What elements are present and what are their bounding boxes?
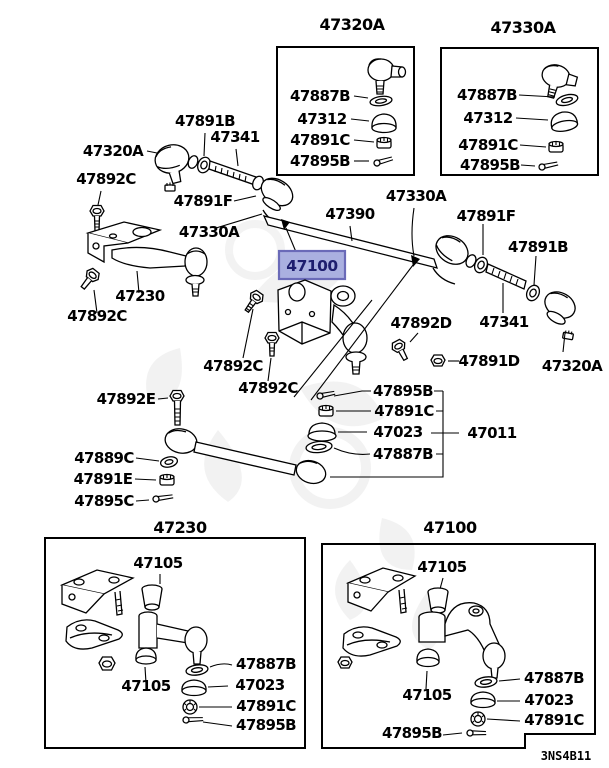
nut-part	[183, 700, 197, 714]
label-br-47891C: 47891C	[524, 711, 584, 729]
label-47895B-kit2: 47895B	[459, 156, 521, 174]
washer-part	[555, 92, 579, 107]
label-dl-47895C: 47895C	[74, 492, 134, 510]
nut-part	[99, 657, 115, 670]
label-rt-47891F: 47891F	[456, 207, 516, 225]
bolt-part	[77, 267, 101, 293]
label-dl-47891C: 47891C	[374, 402, 434, 420]
label-47887B-kit1: 47887B	[289, 87, 351, 105]
dust-cover-part	[549, 110, 578, 133]
label-47895B-kit1: 47895B	[289, 152, 351, 170]
label-bl-47105-top: 47105	[133, 554, 183, 572]
label-dl-47892E: 47892E	[96, 390, 156, 408]
label-47312-kit1: 47312	[297, 110, 347, 128]
washer-part	[160, 455, 179, 468]
label-47891C-kit1: 47891C	[290, 131, 350, 149]
bushing-part	[428, 588, 448, 613]
label-relay-47330A: 47330A	[385, 187, 447, 205]
washer-part	[185, 664, 208, 677]
kit-box-bottom-left-title: 47230	[153, 518, 207, 537]
bolt-part	[265, 333, 279, 357]
label-pit-47892C-b: 47892C	[238, 379, 298, 397]
label-br-47023: 47023	[524, 691, 574, 709]
label-bl-47105-bottom: 47105	[121, 677, 171, 695]
clamp-part	[549, 141, 563, 152]
kit-box-bottom-right	[322, 518, 595, 748]
label-highlight-47100[interactable]: 47100	[286, 257, 338, 275]
bushing-part	[142, 585, 162, 610]
label-relay-47390: 47390	[325, 205, 375, 223]
cotter-pin-part	[183, 715, 204, 724]
bolt-part	[90, 206, 104, 232]
label-bl-47023: 47023	[235, 676, 285, 694]
label-rt-47891B: 47891B	[507, 238, 569, 256]
highlighted-part-number[interactable]	[279, 251, 345, 279]
label-dl-47889C: 47889C	[74, 449, 134, 467]
label-idler-47230: 47230	[115, 287, 165, 305]
label-tl-47891B: 47891B	[174, 112, 236, 130]
dust-cover-part	[372, 114, 396, 133]
label-br-47105-bottom: 47105	[402, 686, 452, 704]
label-br-47895B: 47895B	[381, 724, 443, 742]
label-tl-47341: 47341	[210, 128, 260, 146]
cap-part	[182, 680, 206, 696]
bracket-part	[62, 570, 133, 615]
drag-link-assembly	[74, 382, 517, 510]
label-pit-47892C-a: 47892C	[203, 357, 263, 375]
boot-part	[136, 648, 156, 664]
label-dl-47887B: 47887B	[372, 445, 434, 463]
label-idler-47892C-top: 47892C	[76, 170, 136, 188]
label-rt-47320A: 47320A	[541, 357, 603, 375]
arm-plate-part	[343, 627, 400, 656]
label-dl-47891E: 47891E	[73, 470, 133, 488]
kit-box-bottom-left	[45, 518, 305, 748]
label-rt-47341: 47341	[479, 313, 529, 331]
pitman-arm-part	[331, 286, 367, 374]
castle-nut-part	[160, 474, 174, 485]
label-br-47105-top: 47105	[417, 558, 467, 576]
bolt-part	[390, 338, 412, 363]
label-47887B-kit2: 47887B	[456, 86, 518, 104]
clamp-part	[377, 137, 391, 148]
tie-rod-shaft	[486, 264, 526, 289]
castle-nut-part	[165, 183, 175, 192]
cotter-pin-part	[538, 159, 558, 171]
label-pit-47892D: 47892D	[390, 314, 452, 332]
label-idler-47892C: 47892C	[67, 307, 127, 325]
right-tie-rod-assembly	[431, 207, 603, 375]
castle-nut-part	[319, 405, 333, 416]
pitman-bracket-part	[278, 280, 331, 344]
tie-rod-shaft	[209, 161, 256, 185]
label-tl-47891F: 47891F	[173, 192, 233, 210]
washer-part	[369, 95, 392, 107]
gooseneck-arm-part	[445, 603, 505, 678]
label-bl-47891C: 47891C	[236, 697, 296, 715]
washer-part	[474, 676, 497, 689]
boot-part	[417, 649, 439, 667]
kit-box-top-right-title: 47330A	[490, 18, 556, 37]
washer-part	[524, 283, 542, 303]
nut-part	[431, 355, 445, 366]
bolt-part	[170, 391, 184, 426]
diagram-code: 3NS4B11	[540, 749, 592, 763]
label-47312-kit2: 47312	[463, 109, 513, 127]
kit-box-top-left-title: 47320A	[319, 15, 385, 34]
label-dl-47895B: 47895B	[372, 382, 434, 400]
cap-part	[308, 423, 336, 441]
bushing-part	[419, 612, 445, 642]
nut-part	[338, 657, 352, 668]
kit-box-bottom-right-title: 47100	[423, 518, 477, 537]
label-br-47887B: 47887B	[523, 669, 585, 687]
cotter-pin-part	[152, 492, 173, 503]
label-tl-47330A: 47330A	[178, 223, 240, 241]
cap-part	[471, 692, 495, 708]
tie-rod-end-part	[537, 287, 579, 329]
label-bl-47887B: 47887B	[235, 655, 297, 673]
cotter-pin-part	[467, 729, 486, 737]
label-tl-47320A: 47320A	[82, 142, 144, 160]
cotter-pin-part	[373, 154, 393, 167]
ball-joint-part	[368, 59, 406, 94]
label-dl-47023: 47023	[373, 423, 423, 441]
label-47891C-kit2: 47891C	[458, 136, 518, 154]
label-dl-47011: 47011	[467, 424, 517, 442]
arm-plate-part	[66, 620, 122, 649]
label-pit-47891D: 47891D	[458, 352, 520, 370]
relay-rod-end-curve	[433, 268, 455, 284]
kit-box-top-right	[441, 18, 598, 175]
nut-part	[471, 712, 485, 726]
kit-box-top-left	[277, 15, 414, 175]
label-bl-47895B: 47895B	[235, 716, 297, 734]
